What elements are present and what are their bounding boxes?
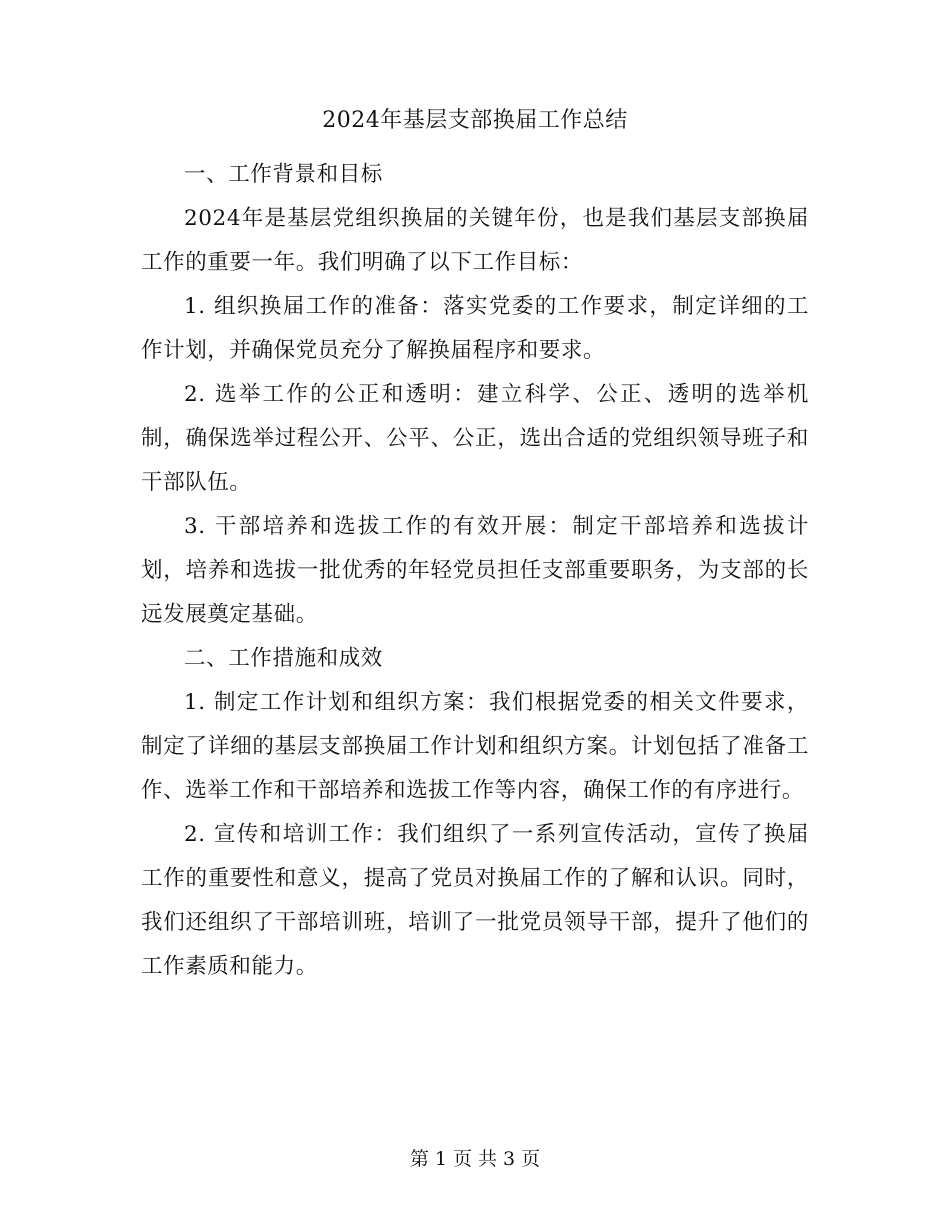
document-title: 2024年基层支部换届工作总结 <box>322 108 628 133</box>
list-item: 3. 干部培养和选拔工作的有效开展：制定干部培养和选拔计划，培养和选拔一批优秀的年轻党员担任支部重要职务，为支部的长远发展奠定基础。 <box>141 514 809 627</box>
document-body <box>141 153 809 989</box>
list-item: 1. 组织换届工作的准备：落实党委的工作要求，制定详细的工作计划，并确保党员充分了解换届程序和要求。 <box>141 294 809 363</box>
body-paragraph: 2024年是基层党组织换届的关键年份，也是我们基层支部换届工作的重要一年。我们明确了以下工作目标： <box>141 206 809 275</box>
section-heading: 一、工作背景和目标 <box>184 162 383 187</box>
list-item: 1. 制定工作计划和组织方案：我们根据党委的相关文件要求，制定了详细的基层支部换届工作计划和组织方案。计划包括了准备工作、选举工作和干部培养和选拔工作等内容，确保工作的有序进行。 <box>141 690 809 803</box>
list-item: 2. 选举工作的公正和透明：建立科学、公正、透明的选举机制，确保选举过程公开、公平、公正，选出合适的党组织领导班子和干部队伍。 <box>141 382 809 495</box>
list-item: 2. 宣传和培训工作：我们组织了一系列宣传活动，宣传了换届工作的重要性和意义，提高了党员对换届工作的了解和认识。同时，我们还组织了干部培训班，培训了一批党员领导干部，提升了他们的工作素质和能力。 <box>141 822 809 979</box>
section-heading: 二、工作措施和成效 <box>184 646 383 671</box>
page-number: 第 1 页 共 3 页 <box>409 1148 541 1170</box>
